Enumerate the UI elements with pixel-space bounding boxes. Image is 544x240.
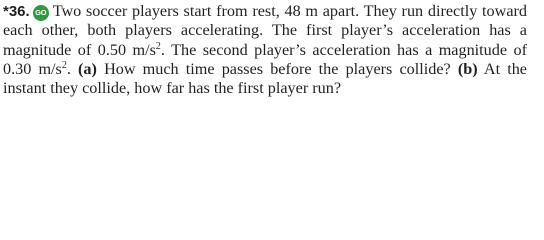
- part-a-question: How much time passes before the players collide?: [104, 59, 451, 78]
- part-b-question: At the instant they collide, how far has the first player run?: [3, 59, 527, 98]
- problem-text: [3, 2, 527, 98]
- exponent: 2: [155, 40, 161, 52]
- problem-statement-end: .: [66, 59, 71, 78]
- part-b-label: (b): [457, 59, 478, 78]
- problem-number: *36.: [3, 3, 30, 20]
- problem-statement-middle: . The second player’s acceleration has a magnitude of 0.30 m/s: [3, 40, 527, 78]
- part-a-label: (a): [78, 59, 97, 78]
- problem-statement-intro: Two soccer players start from rest, 48 m apart. They run directly toward each other, both players accelerating. The first player’s acceleration has a magnitude of 0.50 m/s: [3, 2, 527, 59]
- go-badge-icon: GO: [33, 5, 49, 21]
- exponent: 2: [61, 59, 67, 71]
